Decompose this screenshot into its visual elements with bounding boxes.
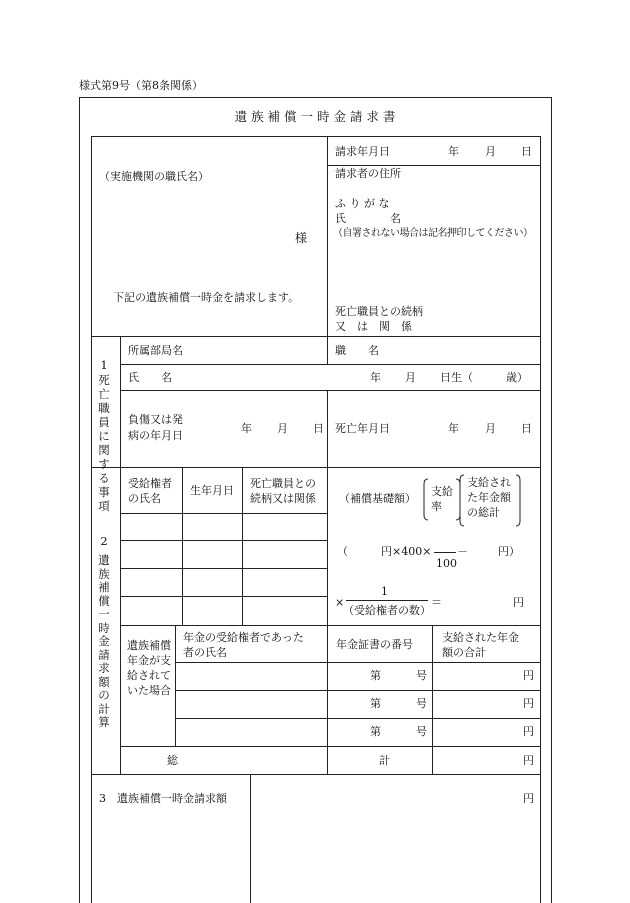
cert-number-label: 年金証書の番号 <box>336 638 413 651</box>
form-title: 遺 族 補 償 一 時 金 請 求 書 <box>234 109 396 124</box>
cert-suffix-row2: 号 <box>416 697 427 710</box>
birth-suffix: 日生（ <box>440 371 473 384</box>
injury-month: 月 <box>277 422 288 435</box>
injury-date-label-1: 負傷又は発 <box>128 413 183 426</box>
age-suffix: 歳） <box>506 371 528 384</box>
recipients-count: （受給権者の数） <box>343 604 431 617</box>
rate-label-1: 支給 <box>431 485 453 498</box>
section3-yen: 円 <box>523 792 534 805</box>
injury-date-label-2: 病の年月日 <box>128 429 183 442</box>
yen-row3: 円 <box>523 725 534 738</box>
paid-total-label-3: の総計 <box>467 506 500 519</box>
formula-times: × <box>335 596 345 609</box>
col-recipient-2: の氏名 <box>128 492 161 505</box>
paid-sum-label-1: 支給された年金 <box>442 631 519 644</box>
claimant-name-label: 氏 名 <box>335 212 401 225</box>
section2-number: 2 <box>100 534 108 548</box>
formula-one: 1 <box>381 585 388 598</box>
base-amount-label: （補償基礎額） <box>339 492 416 505</box>
formula-yen: 円 <box>513 596 524 609</box>
formula-minus: － <box>457 545 468 558</box>
cert-prefix-row2: 第 <box>370 697 381 710</box>
section3-label: 3 遺族補償一時金請求額 <box>99 792 227 805</box>
injury-year: 年 <box>241 422 252 435</box>
claimant-address-label: 請求者の住所 <box>335 167 401 180</box>
col-relation-2: 続柄又は関係 <box>250 492 316 505</box>
cert-prefix-row3: 第 <box>370 725 381 738</box>
col-relation-1: 死亡職員との <box>250 477 316 490</box>
agency-label: （実施機関の職氏名） <box>99 170 209 183</box>
claim-date-label: 請求年月日 <box>335 145 390 158</box>
furigana-label: ふ り が な <box>335 197 390 210</box>
deceased-name-label: 氏 名 <box>128 371 172 384</box>
total-yen: 円 <box>523 754 534 767</box>
claim-date-year: 年 <box>448 145 459 158</box>
claim-date-day: 日 <box>521 145 532 158</box>
paid-total-label-1: 支給され <box>467 476 511 489</box>
formula-equals: ＝ <box>431 596 442 609</box>
denominator-100: 100 <box>436 557 457 570</box>
section2-label: 遺族補償一時金請求額の計算 <box>98 553 110 729</box>
rate-bracket-icon <box>422 476 462 524</box>
claim-date-month: 月 <box>485 145 496 158</box>
paid-total-label-2: た年金額 <box>467 491 511 504</box>
cert-prefix-row1: 第 <box>370 669 381 682</box>
col-recipient-1: 受給権者 <box>128 477 172 490</box>
injury-day: 日 <box>313 422 324 435</box>
birth-month: 月 <box>405 371 416 384</box>
death-day: 日 <box>521 422 532 435</box>
formula-end: 円） <box>498 545 520 558</box>
col-birthdate: 生年月日 <box>190 484 234 497</box>
total-label-right: 計 <box>379 754 390 767</box>
request-statement: 下記の遺族補償一時金を請求します。 <box>113 291 300 304</box>
yen-row1: 円 <box>523 669 534 682</box>
cert-suffix-row1: 号 <box>416 669 427 682</box>
death-month: 月 <box>485 422 496 435</box>
position-label: 職 名 <box>335 344 379 357</box>
formula-mid: 円×400× <box>381 545 432 558</box>
department-label: 所属部局名 <box>128 344 183 357</box>
yen-row2: 円 <box>523 697 534 710</box>
paid-sum-label-2: 額の合計 <box>442 646 486 659</box>
relation-label-1: 死亡職員との続柄 <box>335 305 423 318</box>
death-date-label: 死亡年月日 <box>335 422 390 435</box>
formula-open: （ <box>337 545 348 558</box>
form-number: 様式第9号（第8条関係） <box>79 79 203 92</box>
rate-label-2: 率 <box>431 500 442 513</box>
prev-recipient-label-1: 年金の受給権者であった <box>183 631 304 644</box>
cert-suffix-row3: 号 <box>416 725 427 738</box>
total-label-left: 総 <box>167 754 178 767</box>
section1-number: 1 <box>100 358 108 372</box>
section1-label: 死亡職員に関する事項 <box>98 373 110 513</box>
birth-year: 年 <box>370 371 381 384</box>
relation-label-2: 又 は 関 係 <box>335 320 412 333</box>
prev-recipient-label-2: 者の氏名 <box>183 646 227 659</box>
pension-case-label: 遺族補償年金が支給されていた場合 <box>127 639 171 697</box>
death-year: 年 <box>448 422 459 435</box>
honorific-sama: 様 <box>295 231 308 245</box>
signature-note: （自署されない場合は記名押印してください） <box>333 228 533 239</box>
